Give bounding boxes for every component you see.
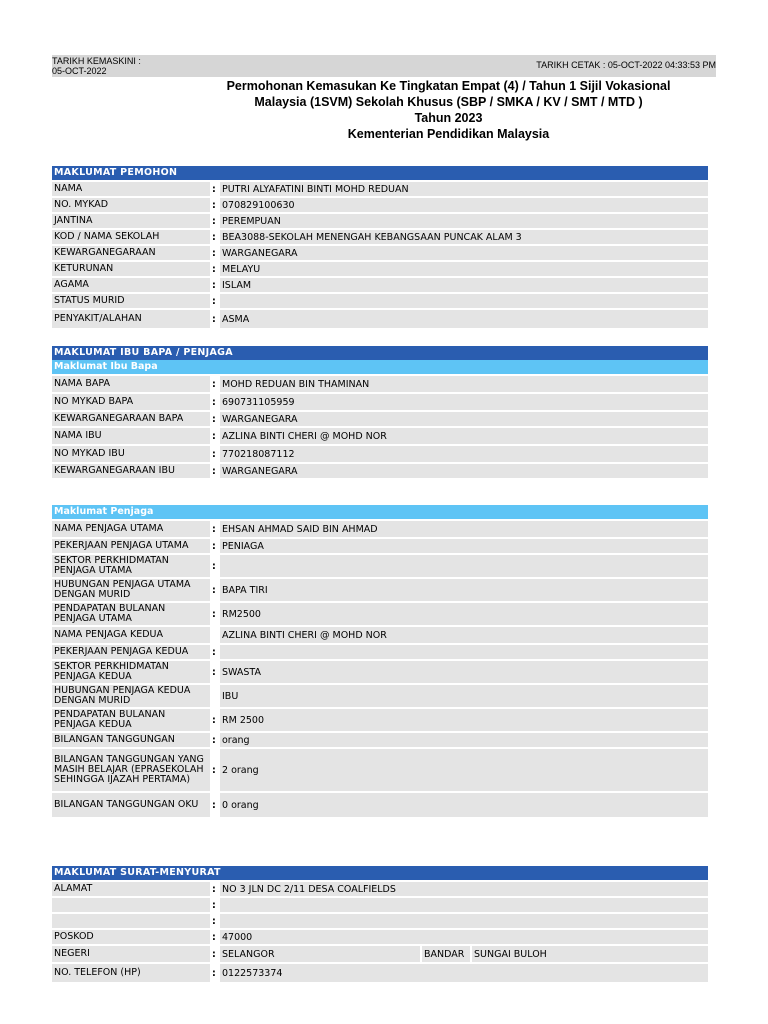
title-line-4: Kementerian Pendidikan Malaysia [347,127,550,141]
table-row [52,446,708,462]
row-label [52,914,210,928]
row-value: MELAYU [220,262,708,276]
row-colon: : [212,313,216,325]
row-label: NO. TELEFON (HP) [52,964,210,982]
section-subheading: Maklumat Ibu Bapa [52,360,708,374]
row-colon [212,685,220,707]
row-label: ALAMAT [52,882,210,896]
table-row [52,627,708,643]
row-colon: : [212,199,216,211]
row-colon: : [212,608,216,620]
table-row [52,230,708,244]
update-date [52,56,141,76]
table-row [52,310,708,328]
table-row [52,376,708,392]
row-value: AZLINA BINTI CHERI @ MOHD NOR [220,428,708,444]
section-heading: MAKLUMAT SURAT-MENYURAT [52,866,708,880]
title-line-3: Tahun 2023 [414,111,483,125]
title-line-1: Permohonan Kemasukan Ke Tingkatan Empat (4) / Tahun 1 Sijil Vokasional [226,79,671,93]
row-value: ISLAM [220,278,708,292]
table-row [52,278,708,292]
address-line-3 [220,914,708,928]
row-value: PENIAGA [220,539,708,553]
address-line-1: NO 3 JLN DC 2/11 DESA COALFIELDS [220,882,708,896]
table-row [52,246,708,260]
row-colon: : [212,448,216,460]
table-row [52,882,708,896]
row-colon: : [212,465,216,477]
row-label: PEKERJAAN PENJAGA KEDUA [52,645,210,659]
table-row [52,946,708,962]
section-pemohon [52,166,708,328]
row-value: orang [220,733,708,747]
row-value: AZLINA BINTI CHERI @ MOHD NOR [220,627,708,643]
row-value: IBU [220,685,708,707]
row-label: POSKOD [52,930,210,944]
address-line-2 [220,898,708,912]
row-colon: : [212,764,216,776]
table-row [52,603,708,625]
update-date-value: 05-OCT-2022 [52,66,107,76]
row-value: 770218087112 [220,446,708,462]
row-value: 070829100630 [220,198,708,212]
row-colon: : [212,430,216,442]
table-row [52,685,708,707]
row-colon: : [212,799,216,811]
row-colon: : [212,714,216,726]
table-row [52,521,708,537]
section-penjaga [52,505,708,817]
table-row [52,749,708,791]
row-colon: : [212,948,216,960]
row-value: SWASTA [220,661,708,683]
row-label: JANTINA [52,214,210,228]
row-value [220,294,708,308]
table-row [52,661,708,683]
row-label: KOD / NAMA SEKOLAH [52,230,210,244]
row-label: KEWARGANEGARAAN [52,246,210,260]
row-value: BEA3088-SEKOLAH MENENGAH KEBANGSAAN PUNCAK ALAM 3 [220,230,708,244]
row-colon: : [212,584,216,596]
row-label: STATUS MURID [52,294,210,308]
row-label: NO. MYKAD [52,198,210,212]
row-label: NAMA IBU [52,428,210,444]
row-colon: : [212,396,216,408]
table-row [52,539,708,553]
table-row [52,412,708,426]
row-label: NAMA [52,182,210,196]
row-label: NAMA PENJAGA UTAMA [52,521,210,537]
row-label: BILANGAN TANGGUNGAN OKU [52,793,210,817]
row-colon: : [212,915,216,927]
row-value [220,645,708,659]
table-row [52,709,708,731]
table-row [52,914,708,928]
row-value: RM2500 [220,603,708,625]
table-row [52,214,708,228]
table-row [52,898,708,912]
table-row [52,579,708,601]
row-value [220,555,708,577]
row-label: PEKERJAAN PENJAGA UTAMA [52,539,210,553]
row-colon: : [212,215,216,227]
table-row [52,733,708,747]
row-value: PUTRI ALYAFATINI BINTI MOHD REDUAN [220,182,708,196]
row-value: BAPA TIRI [220,579,708,601]
row-label: KEWARGANEGARAAN BAPA [52,412,210,426]
title-line-2: Malaysia (1SVM) Sekolah Khusus (SBP / SMKA / KV / SMT / MTD ) [254,95,643,109]
row-colon: : [212,279,216,291]
row-value: WARGANEGARA [220,464,708,478]
row-value: WARGANEGARA [220,246,708,260]
row-label: KETURUNAN [52,262,210,276]
row-label: KEWARGANEGARAAN IBU [52,464,210,478]
row-colon: : [212,899,216,911]
row-colon [212,627,220,643]
table-row [52,394,708,410]
row-colon: : [212,523,216,535]
row-colon: : [212,666,216,678]
row-label: HUBUNGAN PENJAGA KEDUA DENGAN MURID [52,685,210,707]
row-label: BILANGAN TANGGUNGAN [52,733,210,747]
section-heading: MAKLUMAT PEMOHON [52,166,708,180]
table-row [52,198,708,212]
row-value: EHSAN AHMAD SAID BIN AHMAD [220,521,708,537]
table-row [52,645,708,659]
table-row [52,262,708,276]
row-colon: : [212,540,216,552]
row-colon: : [212,263,216,275]
row-colon: : [212,378,216,390]
row-label: SEKTOR PERKHIDMATAN PENJAGA UTAMA [52,555,210,577]
row-colon: : [212,967,216,979]
row-value: WARGANEGARA [220,412,708,426]
row-value: 690731105959 [220,394,708,410]
row-label: NO MYKAD IBU [52,446,210,462]
row-colon: : [212,183,216,195]
row-value: PEREMPUAN [220,214,708,228]
section-surat-menyurat [52,866,708,982]
table-row [52,964,708,982]
row-label: SEKTOR PERKHIDMATAN PENJAGA KEDUA [52,661,210,683]
row-label: NAMA BAPA [52,376,210,392]
row-label: NAMA PENJAGA KEDUA [52,627,210,643]
city-value: SUNGAI BULOH [472,946,708,962]
row-value: 2 orang [220,749,708,791]
row-label [52,898,210,912]
update-date-label: TARIKH KEMASKINI : [52,56,141,66]
print-date: TARIKH CETAK : 05-OCT-2022 04:33:53 PM [536,60,716,70]
row-label: BILANGAN TANGGUNGAN YANG MASIH BELAJAR (EPRASEKOLAH SEHINGGA IJAZAH PERTAMA) [52,749,210,791]
table-row [52,464,708,478]
row-value: MOHD REDUAN BIN THAMINAN [220,376,708,392]
city-label: BANDAR [422,946,470,962]
row-value: 0 orang [220,793,708,817]
table-row [52,555,708,577]
table-row [52,182,708,196]
section-heading: MAKLUMAT IBU BAPA / PENJAGA [52,346,708,360]
row-colon: : [212,646,216,658]
phone-value: 0122573374 [220,964,708,982]
row-colon: : [212,734,216,746]
row-colon: : [212,931,216,943]
row-label: HUBUNGAN PENJAGA UTAMA DENGAN MURID [52,579,210,601]
state-value: SELANGOR [220,946,420,962]
table-row [52,930,708,944]
row-value: ASMA [220,310,708,328]
row-label: PENDAPATAN BULANAN PENJAGA UTAMA [52,603,210,625]
row-label: PENYAKIT/ALAHAN [52,310,210,328]
table-row [52,428,708,444]
page-title [196,78,701,142]
row-colon: : [212,560,216,572]
row-colon: : [212,247,216,259]
row-label: PENDAPATAN BULANAN PENJAGA KEDUA [52,709,210,731]
section-subheading: Maklumat Penjaga [52,505,708,519]
print-header-bar [52,55,716,77]
row-value: RM 2500 [220,709,708,731]
row-colon: : [212,295,216,307]
row-label: AGAMA [52,278,210,292]
row-colon: : [212,883,216,895]
postcode-value: 47000 [220,930,708,944]
row-label: NEGERI [52,946,210,962]
section-ibu-bapa [52,346,708,478]
row-colon: : [212,413,216,425]
row-label: NO MYKAD BAPA [52,394,210,410]
row-colon: : [212,231,216,243]
table-row [52,294,708,308]
table-row [52,793,708,817]
